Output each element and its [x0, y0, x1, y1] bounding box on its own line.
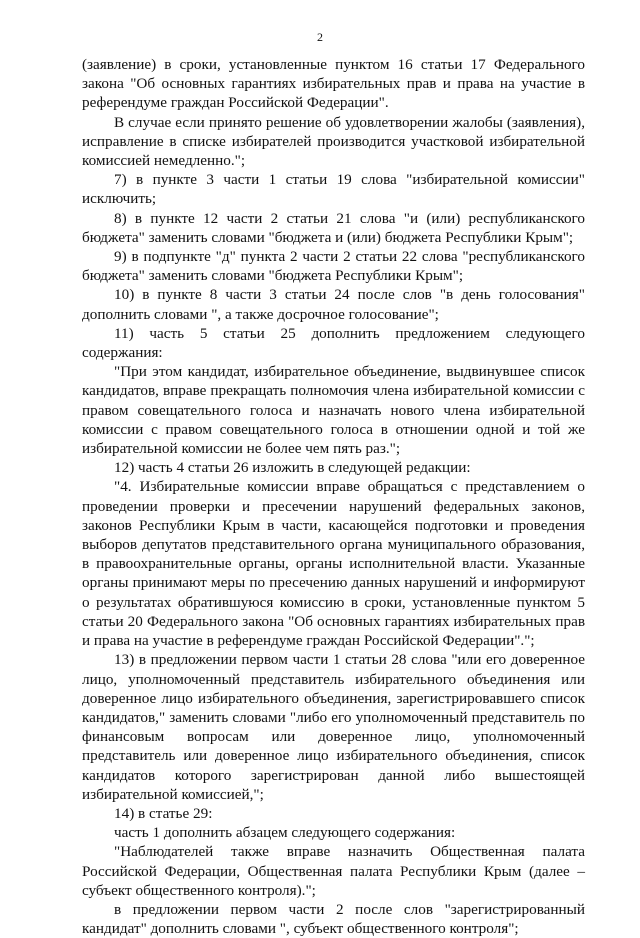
- paragraph-2: В случае если принято решение об удовлетворении жалобы (заявления), исправление в списке избирателей производится участковой избирательной комиссией немедленно.";: [82, 113, 585, 170]
- paragraph-12: 14) в статье 29:: [114, 804, 213, 822]
- paragraph-3: 7) в пункте 3 части 1 статьи 19 слова "избирательной комиссии" исключить;: [82, 171, 585, 208]
- paragraph-1: (заявление) в сроки, установленные пунктом 16 статьи 17 Федерального закона "Об основных гарантиях избирательных прав и права на участие в референдуме граждан Российской Федерации".: [82, 56, 585, 112]
- paragraph-10: "4. Избирательные комиссии вправе обращаться с представлением о проведении проверки и пресечении нарушений федеральных законов, законов Республики Крым в части, касающейся подготовки и проведения выборов депутатов представительного органа муниципального образования, в правоохранительные органы, органы исполнительной власти. Указанные органы принимают меры по пресечению данных нарушений и информируют о результатах обратившуюся комиссию в сроки, установленные пунктом 5 статьи 20 Федерального закона "Об основных гарантиях избирательных прав и права на участие в референдуме граждан Российской Федерации".";: [82, 478, 585, 650]
- paragraph-7: 11) часть 5 статьи 25 дополнить предложением следующего содержания:: [82, 324, 585, 362]
- paragraph-15: в предложении первом части 2 после слов "зарегистрированный кандидат" дополнить словами ", субъект общественного контроля";: [82, 900, 585, 938]
- paragraph-13: часть 1 дополнить абзацем следующего содержания:: [114, 824, 456, 842]
- document-body: [82, 55, 585, 938]
- paragraph-9: 12) часть 4 статьи 26 изложить в следующей редакции:: [114, 459, 471, 477]
- paragraph-8: "При этом кандидат, избирательное объединение, выдвинувшее список кандидатов, вправе прекращать полномочия члена избирательной комиссии с правом совещательного голоса и назначать нового члена избирательной комиссии с правом совещательного голоса в отношении одной и той же избирательной комиссии не более чем пять раз.";: [82, 363, 585, 458]
- paragraph-5: 9) в подпункте "д" пункта 2 части 2 статьи 22 слова "республиканского бюджета" заменить словами "бюджета Республики Крым";: [82, 248, 585, 285]
- paragraph-6: 10) в пункте 8 части 3 статьи 24 после слов "в день голосования" дополнить словами ", а также досрочное голосование";: [82, 286, 585, 323]
- paragraph-4: 8) в пункте 12 части 2 статьи 21 слова "и (или) республиканского бюджета" заменить словами "бюджета и (или) бюджета Республики Крым";: [82, 209, 585, 246]
- paragraph-14: "Наблюдателей также вправе назначить Общественная палата Российской Федерации, Общественная палата Республики Крым (далее – субъект общественного контроля).";: [82, 843, 585, 899]
- page-number: 2: [317, 30, 323, 44]
- paragraph-11: 13) в предложении первом части 1 статьи 28 слова "или его доверенное лицо, уполномоченный представитель избирательного объединения или доверенное лицо избирательного объединения, зарегистрировавшего список кандидатов," заменить словами "либо его уполномоченный представитель по финансовым вопросам или доверенное лицо, уполномоченный представитель или доверенное лицо избирательного объединения, список кандидатов которого зарегистрирован данной либо вышестоящей избирательной комиссией,";: [82, 651, 585, 803]
